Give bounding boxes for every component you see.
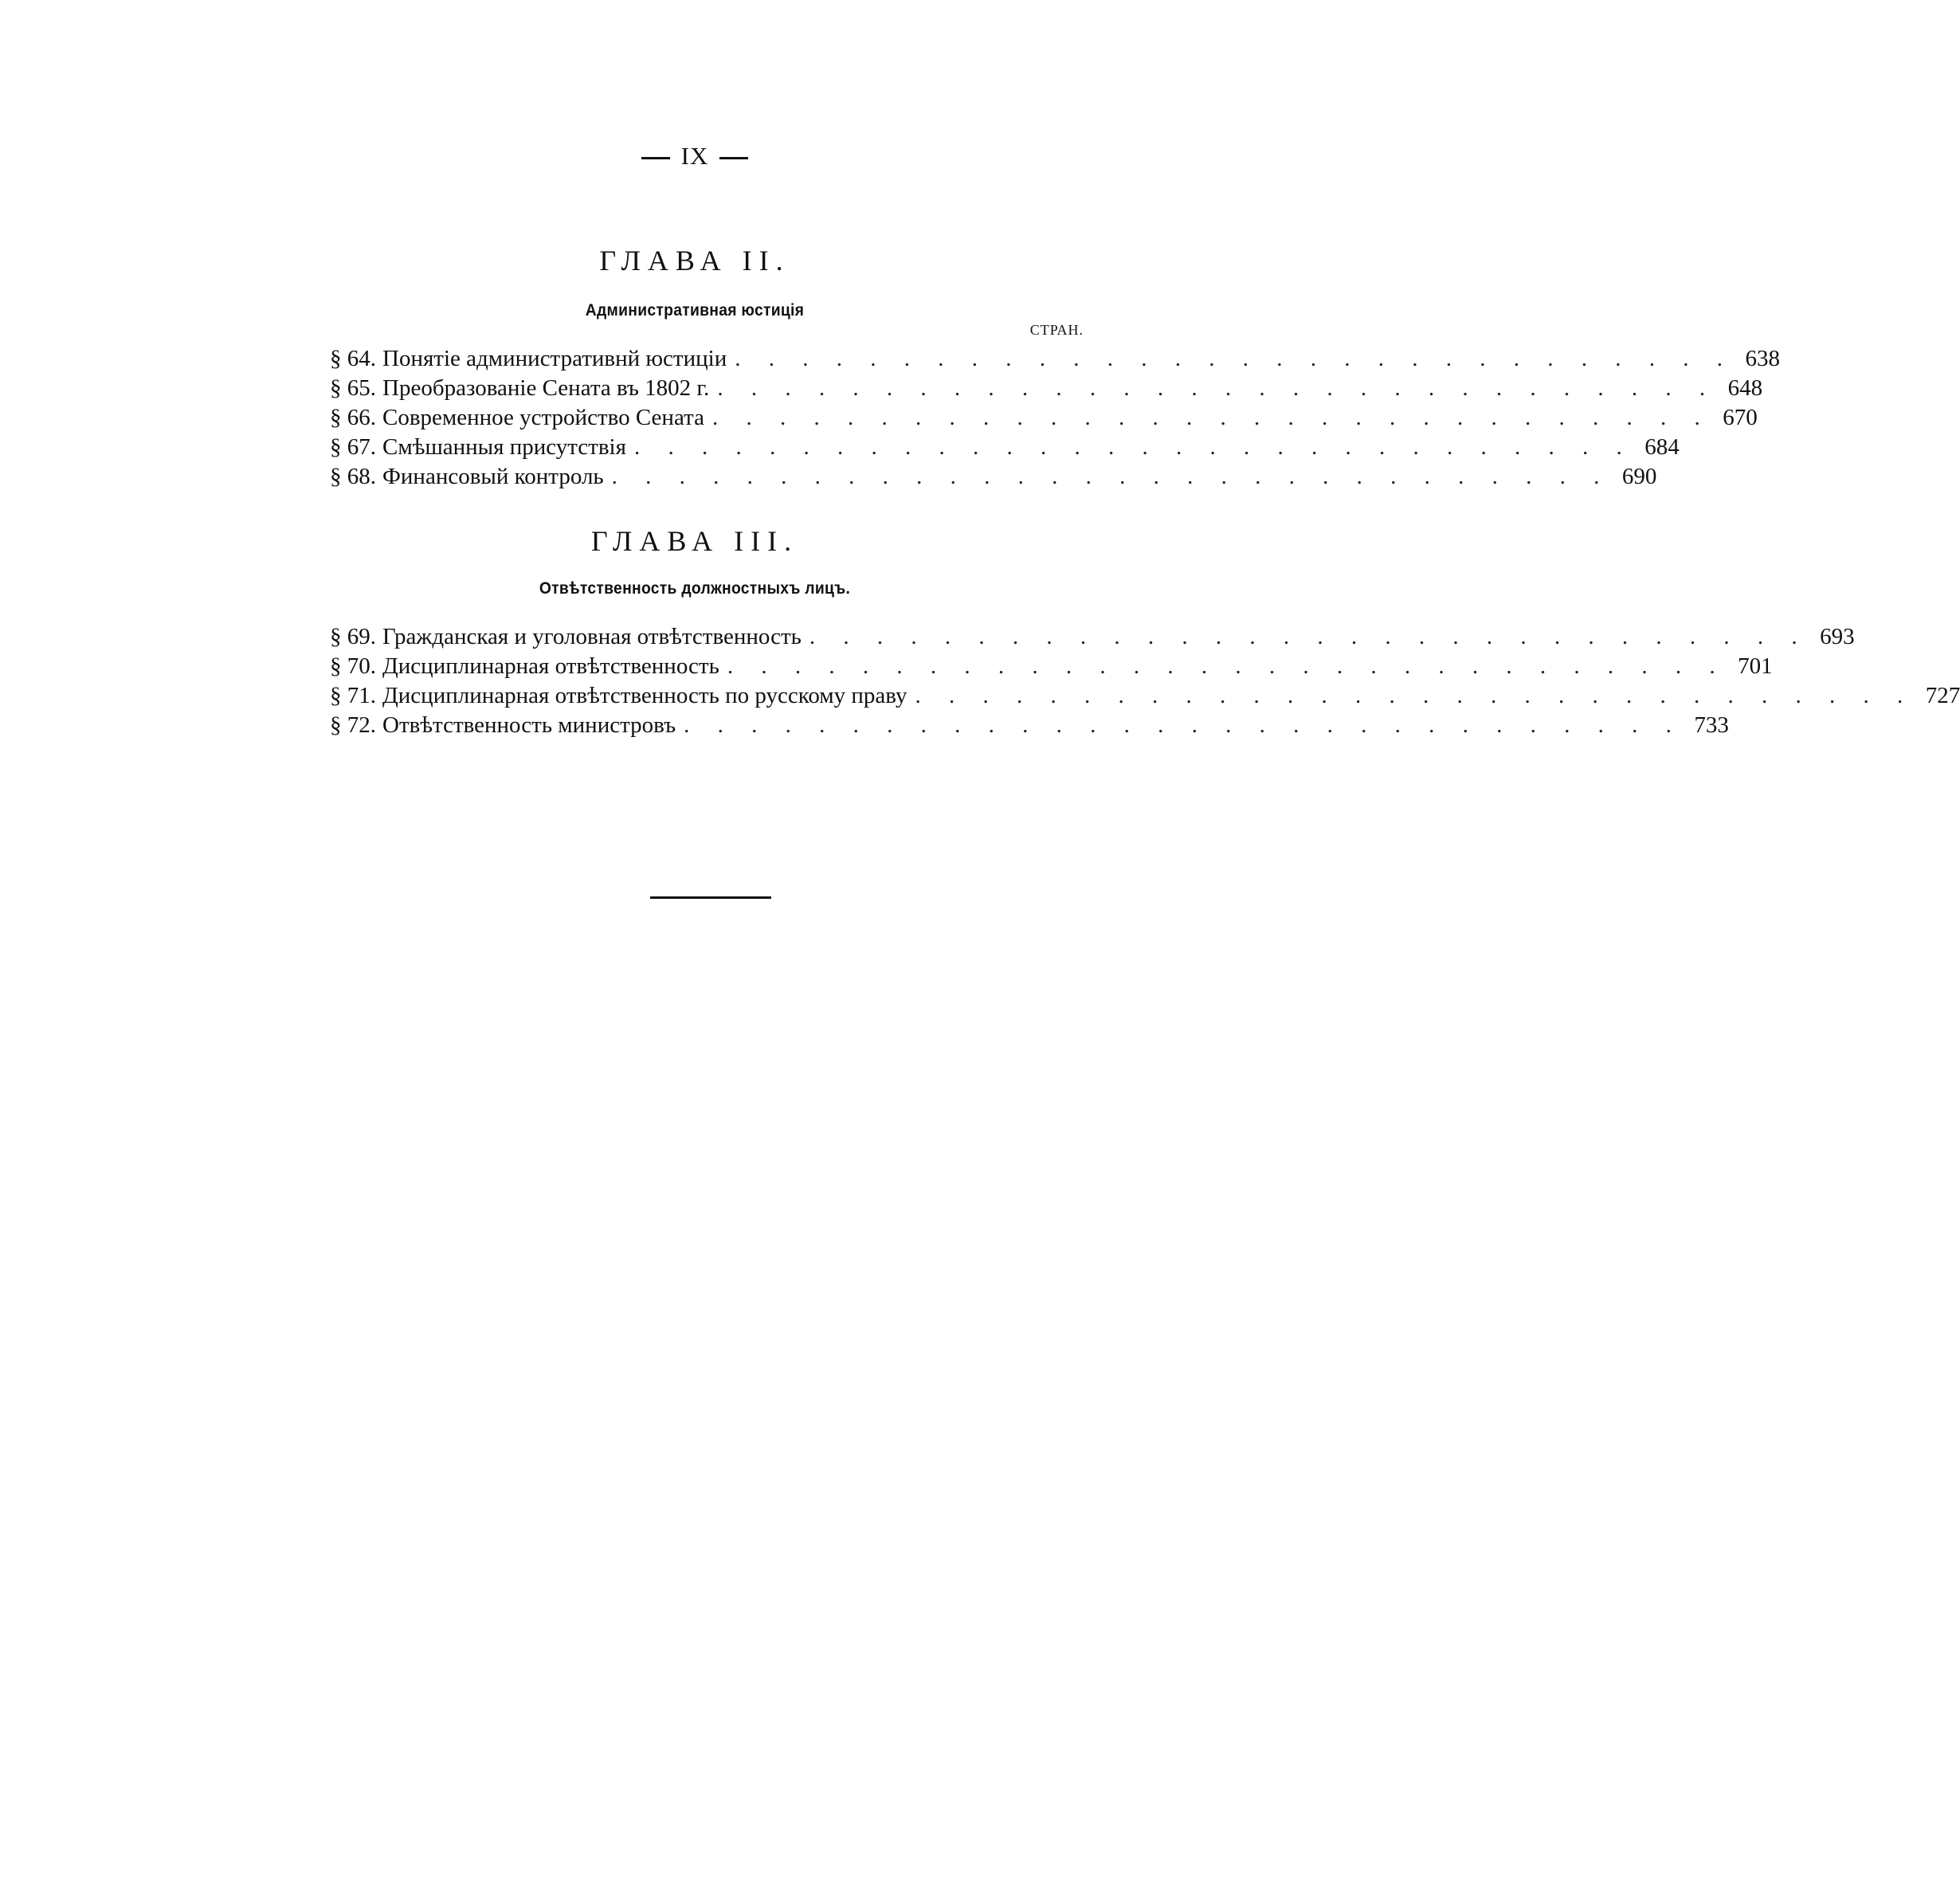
chapter-3-title: ГЛАВА III. [590, 525, 799, 557]
toc-entry [330, 462, 1657, 492]
page-column-label: СТРАН. [1029, 322, 1084, 338]
entry-title: Современное устройство Сената [382, 405, 704, 430]
dot-leader: . . . . . . . . . . . . . . . . . . . . . . . . . . . . . . [684, 712, 1683, 738]
dash-left [641, 157, 670, 159]
toc-entry [330, 374, 1763, 403]
section-number: § 65. [330, 375, 376, 401]
dot-leader: . . . . . . . . . . . . . . . . . . . . . . . . . . . . . . [915, 683, 1915, 708]
entry-title: Финансовый контроль [382, 464, 604, 489]
section-number: § 68. [330, 464, 376, 489]
dot-leader: . . . . . . . . . . . . . . . . . . . . . . . . . . . . . . [809, 624, 1809, 649]
running-head [0, 142, 1390, 171]
chapter-2-subtitle: Административная юстиція [585, 301, 805, 320]
toc-entry [330, 681, 1960, 711]
toc-entry [330, 344, 1780, 374]
toc-entry [330, 652, 1773, 681]
toc-entry [330, 403, 1758, 433]
dot-leader: . . . . . . . . . . . . . . . . . . . . . . . . . . . . . . [735, 346, 1734, 371]
chapter-3-subtitle: Отвѣтственность должностныхъ лицъ. [539, 579, 851, 598]
section-number: § 64. [330, 346, 376, 371]
page-numeral: IX [680, 142, 709, 170]
section-number: § 67. [330, 434, 376, 460]
entry-title: Гражданская и уголовная отвѣтственность [382, 624, 802, 649]
entry-page: 727 [1925, 683, 1960, 708]
dot-leader: . . . . . . . . . . . . . . . . . . . . . . . . . . . . . . [717, 375, 1717, 401]
toc-entry [330, 622, 1855, 652]
entry-title: Дисциплинарная отвѣтственность [382, 653, 719, 679]
entry-page: 670 [1723, 405, 1758, 430]
entry-page: 690 [1621, 464, 1657, 489]
dot-leader: . . . . . . . . . . . . . . . . . . . . . . . . . . . . . . [727, 653, 1727, 679]
section-number: § 71. [330, 683, 376, 708]
entry-page: 693 [1820, 624, 1855, 649]
entry-page: 733 [1694, 712, 1729, 738]
dash-right [719, 157, 748, 159]
entry-title: Понятіе административнй юстиціи [382, 346, 727, 371]
section-number: § 69. [330, 624, 376, 649]
entry-page: 638 [1745, 346, 1780, 371]
entry-title: Отвѣтственность министровъ [382, 712, 676, 738]
entry-title: Дисциплинарная отвѣтственность по русскому праву [382, 683, 907, 708]
entry-title: Смѣшанныя присутствія [382, 434, 626, 460]
entry-page: 648 [1727, 375, 1763, 401]
toc-entry [330, 433, 1680, 462]
entry-page: 701 [1738, 653, 1773, 679]
closing-rule [650, 896, 771, 899]
dot-leader: . . . . . . . . . . . . . . . . . . . . . . . . . . . . . . [711, 405, 1711, 430]
entry-page: 684 [1644, 434, 1680, 460]
chapter-3-toc [330, 622, 1960, 740]
chapter-2-title: ГЛАВА II. [599, 245, 790, 276]
section-number: § 66. [330, 405, 376, 430]
section-number: § 72. [330, 712, 376, 738]
dot-leader: . . . . . . . . . . . . . . . . . . . . . . . . . . . . . . [633, 434, 1633, 460]
dot-leader: . . . . . . . . . . . . . . . . . . . . . . . . . . . . . . [611, 464, 1611, 489]
section-number: § 70. [330, 653, 376, 679]
chapter-2-toc [330, 344, 1780, 492]
entry-title: Преобразованіе Сената въ 1802 г. [382, 375, 710, 401]
toc-entry [330, 711, 1729, 740]
